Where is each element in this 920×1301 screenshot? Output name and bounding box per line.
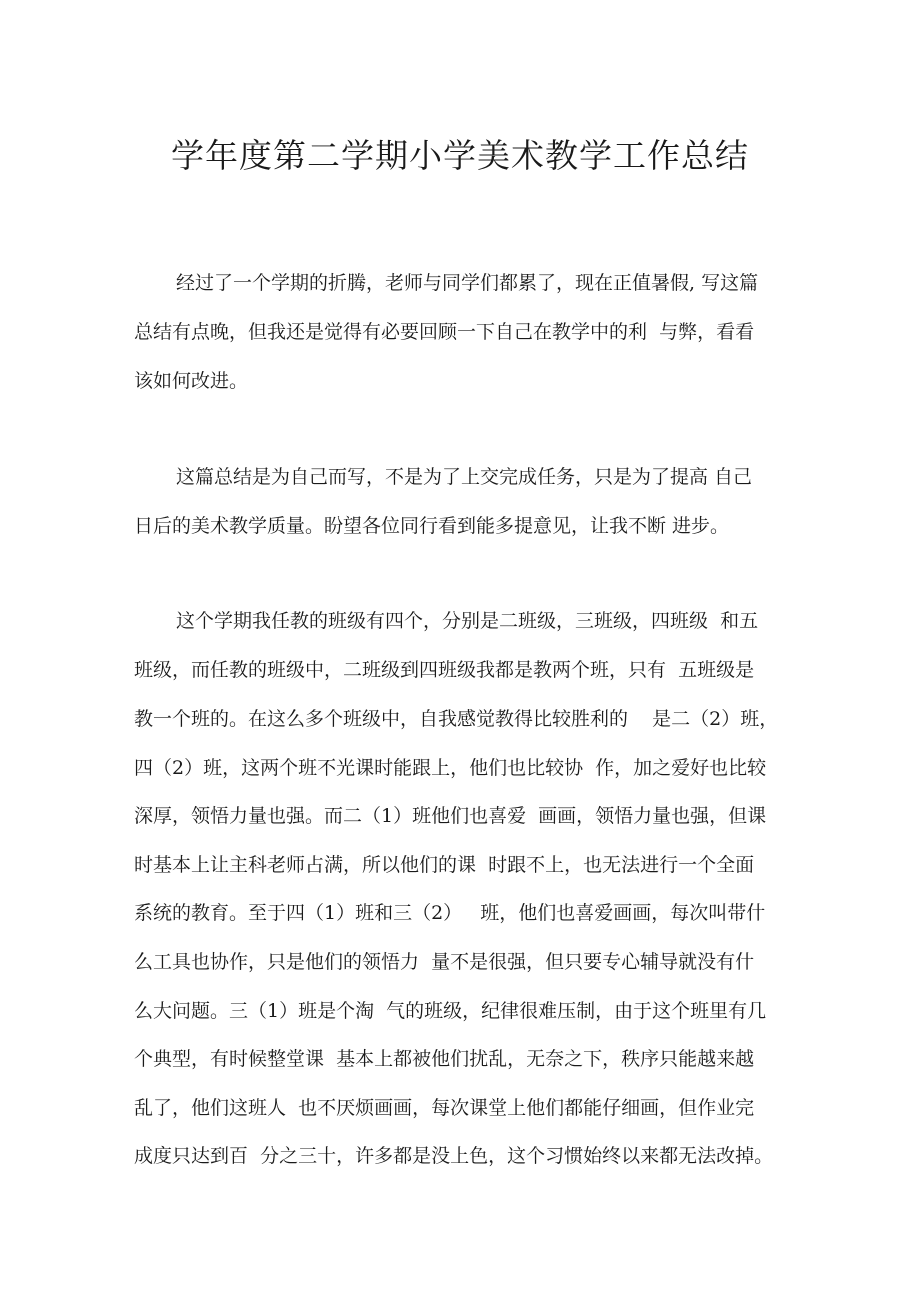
- paragraph-3-line-7: 系统的教育。至于四（1）班和三（2） 班，他们也喜爱画画，每次叫带什: [134, 902, 766, 924]
- paragraph-1-line-3: 该如何改进。: [134, 370, 249, 392]
- paragraph-3-line-5: 深厚，领悟力量也强。而二（1）班他们也喜爱 画画，领悟力量也强，但课: [134, 805, 767, 827]
- paragraph-3-line-3: 教一个班的。在这么多个班级中，自我感觉教得比较胜利的 是二（2）班，: [134, 708, 779, 730]
- paragraph-3-line-9: 么大问题。三（1）班是个淘 气的班级，纪律很难压制，由于这个班里有几: [134, 1000, 767, 1022]
- paragraph-3-line-11: 乱了，他们这班人 也不厌烦画画，每次课堂上他们都能仔细画，但作业完: [134, 1097, 755, 1119]
- paragraph-3-line-12: 成度只达到百 分之三十，许多都是没上色，这个习惯始终以来都无法改掉。: [134, 1145, 774, 1167]
- paragraph-1-line-1: 经过了一个学期的折腾，老师与同学们都累了，现在正值暑假, 写这篇: [176, 272, 759, 294]
- paragraph-3-line-6: 时基本上让主科老师占满，所以他们的课 时跟不上，也无法进行一个全面: [134, 854, 755, 876]
- paragraph-3-line-4: 四（2）班，这两个班不光课时能跟上，他们也比较协 作，加之爱好也比较: [134, 757, 767, 779]
- paragraph-3-line-10: 个典型，有时候整堂课 基本上都被他们扰乱，无奈之下，秩序只能越来越: [134, 1048, 755, 1070]
- paragraph-3-line-8: 么工具也协作，只是他们的领悟力 量不是很强，但只要专心辅导就没有什: [134, 951, 755, 973]
- document-title: 学年度第二学期小学美术教学工作总结: [171, 136, 749, 175]
- paragraph-2-line-2: 日后的美术教学质量。盼望各位同行看到能多提意见，让我不断 进步。: [134, 515, 730, 537]
- paragraph-1-line-2: 总结有点晚，但我还是觉得有必要回顾一下自己在教学中的利 与弊，看看: [134, 321, 755, 343]
- paragraph-2-line-1: 这篇总结是为自己而写，不是为了上交完成任务，只是为了提高 自己: [176, 466, 753, 488]
- paragraph-3-line-2: 班级，而任教的班级中，二班级到四班级我都是教两个班，只有 五班级是: [134, 659, 755, 681]
- paragraph-3-line-1: 这个学期我任教的班级有四个，分别是二班级，三班级，四班级 和五: [176, 610, 759, 632]
